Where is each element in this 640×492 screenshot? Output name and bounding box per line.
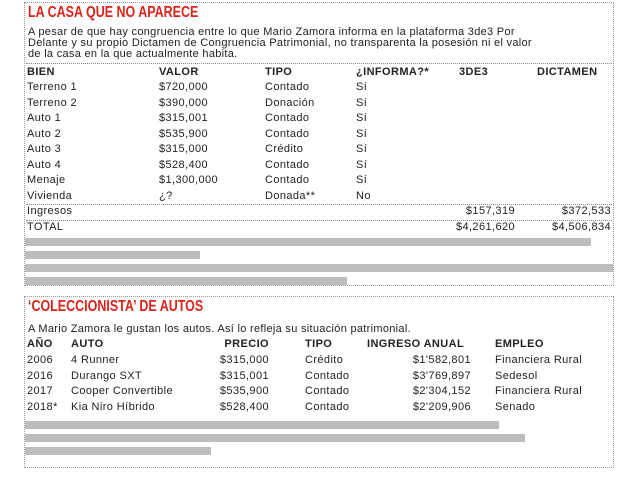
autos-cell-anio: 2018* [27,400,58,413]
autos-cell-precio: $315,000 [219,354,269,366]
autos-cell-anio: 2006 [27,354,54,366]
casa-cell-informa: Sí [356,174,368,186]
casa-header-informa: ¿INFORMA?* [356,66,430,78]
casa-cell-valor: $315,001 [159,112,209,124]
autos-header-anio: AÑO [27,338,53,350]
casa-cell-tipo: Contado [265,127,310,140]
casa-cell-tipo: Crédito [265,143,304,155]
autos-cell-ingreso: $3'769,897 [412,369,471,382]
autos-cell-ingreso: $2'304,152 [412,385,471,397]
autos-cell-tipo: Contado [305,385,350,397]
autos-cell-auto: Cooper Convertible [71,385,173,397]
casa-cell-valor: $535,900 [159,127,209,140]
casa-row-divider [26,220,612,221]
autos-cell-tipo: Contado [305,369,350,382]
autos-cell-empleo: Senado [495,400,536,413]
autos-cell-anio: 2017 [27,385,54,397]
autos-cell-tipo: Contado [305,400,350,413]
casa-cell-informa: Sí [356,158,368,171]
casa-cell-dictamen: $372,533 [561,205,611,217]
casa-cell-tipo: Donación [265,96,315,109]
casa-header-divider [26,63,612,64]
casa-cell-valor: $315,000 [159,143,209,155]
autos-cell-precio: $315,001 [219,369,269,382]
redacted-bar [25,421,499,429]
casa-header-3de3: 3DE3 [459,66,489,78]
casa-cell-tipo: Contado [265,81,310,93]
redacted-bar [25,264,613,272]
autos-cell-anio: 2016 [27,369,54,382]
casa-cell-bien: TOTAL [27,220,64,233]
casa-title: LA CASA QUE NO APARECE [28,4,199,21]
casa-intro-line-2: Delante y su propio Dictamen de Congruencia Patrimonial, no transparenta la posesión ni el valor [28,37,532,49]
casa-cell-3de3: $4,261,620 [455,220,515,233]
autos-header-auto: AUTO [71,338,104,350]
casa-cell-bien: Auto 3 [27,143,62,155]
autos-header-tipo: TIPO [305,338,333,350]
autos-header-ingreso: INGRESO ANUAL [367,338,465,350]
casa-row-divider [26,204,612,205]
autos-cell-precio: $535,900 [219,385,269,397]
autos-header-empleo: EMPLEO [495,338,544,350]
casa-intro-line-1: A pesar de que hay congruencia entre lo que Mario Zamora informa en la plataforma 3de3 Por [28,26,515,38]
autos-title: ‘COLECCIONISTA’ DE AUTOS [28,298,204,315]
redacted-bar [25,238,591,246]
casa-cell-dictamen: $4,506,834 [551,220,611,233]
autos-cell-ingreso: $1'582,801 [412,354,471,366]
casa-cell-bien: Ingresos [27,205,73,217]
autos-cell-tipo: Crédito [305,354,344,366]
casa-header-dictamen: DICTAMEN [537,66,598,78]
autos-intro: A Mario Zamora le gustan los autos. Así lo refleja su situación patrimonial. [28,323,411,335]
casa-cell-tipo: Contado [265,112,310,124]
casa-cell-bien: Menaje [27,174,66,186]
casa-cell-bien: Vivienda [27,189,73,202]
autos-cell-precio: $528,400 [219,400,269,413]
autos-cell-empleo: Financiera Rural [495,354,583,366]
casa-cell-valor: $390,000 [159,96,209,109]
casa-cell-valor: $720,000 [159,81,209,93]
redacted-bar [25,434,525,442]
casa-cell-bien: Auto 4 [27,158,62,171]
casa-panel [24,2,614,286]
autos-cell-empleo: Financiera Rural [495,385,583,397]
casa-cell-informa: Sí [356,143,368,155]
redacted-bar [25,277,347,285]
autos-cell-auto: Kia Niro Híbrido [71,400,156,413]
casa-cell-valor: $1,300,000 [159,174,219,186]
casa-cell-tipo: Contado [265,158,310,171]
casa-cell-tipo: Donada** [265,189,316,202]
casa-cell-bien: Auto 1 [27,112,62,124]
autos-cell-auto: 4 Runner [71,354,120,366]
casa-cell-informa: Sí [356,112,368,124]
autos-panel [24,296,614,468]
autos-header-precio: PRECIO [224,338,269,350]
casa-cell-tipo: Contado [265,174,310,186]
casa-header-valor: VALOR [159,66,199,78]
casa-intro-line-3: de la casa en la que actualmente habita. [28,48,238,60]
casa-cell-informa: No [356,189,371,202]
casa-header-tipo: TIPO [265,66,293,78]
casa-cell-bien: Terreno 1 [27,81,78,93]
casa-cell-valor: $528,400 [159,158,209,171]
casa-cell-informa: Sí [356,81,368,93]
casa-cell-informa: Sí [356,127,368,140]
redacted-bar [25,447,211,455]
casa-cell-bien: Terreno 2 [27,96,78,109]
redacted-bar [25,251,200,259]
casa-cell-bien: Auto 2 [27,127,62,140]
autos-cell-auto: Durango SXT [71,369,143,382]
casa-cell-valor: ¿? [159,189,173,202]
casa-header-bien: BIEN [27,66,55,78]
casa-cell-3de3: $157,319 [465,205,515,217]
autos-cell-empleo: Sedesol [495,369,538,382]
casa-cell-informa: Sí [356,96,368,109]
autos-cell-ingreso: $2'209,906 [412,400,471,413]
